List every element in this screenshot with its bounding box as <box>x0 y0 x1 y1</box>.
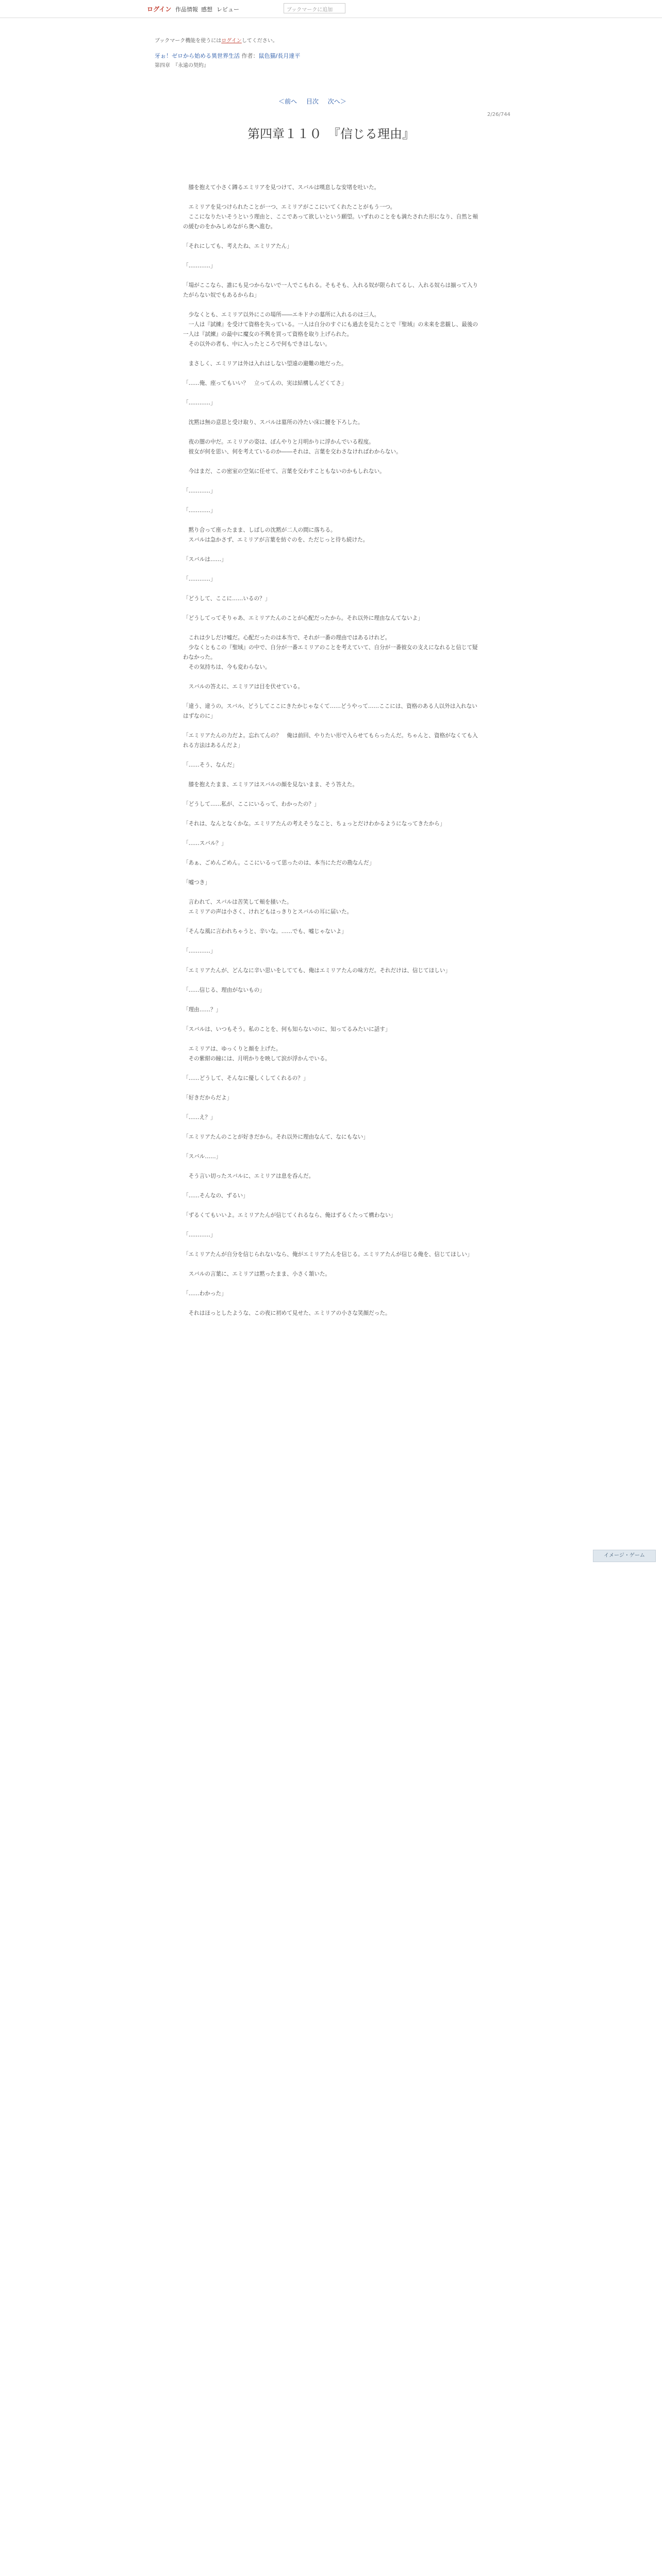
body-paragraph: 「エミリアたんのことが好きだから。それ以外に理由なんて、なにもない」 <box>183 1134 369 1140</box>
body-paragraph: 少なくとも、エミリア以外にこの場所――エキドナの墓所に入れるのは三人。 一人は『試練』を受けて資格を失っている。一人は自分のすぐにも過去を見たことで『聖域』の未来を悲観し、最後の一人は『試練』の最中に魔女の不興を買って資格を取り上げられた。 その以外の者も、中に入ったところで何もできはしない。 <box>183 312 478 347</box>
author-link[interactable]: 鼠色猫/長月達平 <box>258 53 301 59</box>
body-paragraph: 黙り合って座ったまま、しばしの沈黙が二人の間に落ちる。 スバルは急かさず、エミリアが言葉を紡ぐのを、ただじっと待ち続けた。 <box>188 527 369 543</box>
next-link[interactable]: 次へ＞ <box>327 98 346 105</box>
body-paragraph: 「それは、なんとなくかな。エミリアたんの考えそうなこと、ちょっとだけわかるようになってきたから」 <box>183 821 445 827</box>
body-paragraph: 「……俺、座ってもいい？ 立ってんの、実は結構しんどくてさ」 <box>183 380 347 386</box>
body-paragraph: これは少しだけ嘘だ。心配だったのは本当で、それが一番の理由ではあるけれど。 少なくともこの『聖域』の中で、自分が一番エミリアのことを考えていて、自分が一番彼女の支えになれると信じて疑わなかった。 その気持ちは、今も変わらない。 <box>183 635 478 670</box>
body-paragraph: 「理由……？」 <box>183 1007 222 1013</box>
body-paragraph: そう言い切ったスバルに、エミリアは息を呑んだ。 <box>183 1173 315 1179</box>
body-paragraph: 「……信じる、理由がないもの」 <box>183 987 265 993</box>
body-paragraph: 「エミリアたんの力だよ。忘れてんの？ 俺は前回、やりたい形で入らせてもらったんだ。ちゃんと、資格がなくても入れる方法はあるんだよ」 <box>183 733 478 749</box>
body-paragraph: 「……そう、なんだ」 <box>183 762 238 768</box>
login-notice-prefix: ブックマーク機能を使うには <box>155 38 222 44</box>
body-paragraph: 「そんな風に言われちゃうと、辛いな。……でも、嘘じゃないよ」 <box>183 928 347 935</box>
bookmark-input[interactable]: ブックマークに追加 <box>284 3 345 13</box>
body-paragraph: 「好きだからだよ」 <box>183 1095 233 1101</box>
body-paragraph: 「場がここなら、誰にも見つからないで一人でこもれる。そもそも、入れる奴が限られてるし、入れる奴らは揃って入りたがらない奴でもあるからね」 <box>183 282 478 298</box>
login-notice-suffix: してください。 <box>241 38 278 44</box>
body-paragraph: 「どうしてってそりゃあ、エミリアたんのことが心配だったから。それ以外に理由なんてないよ」 <box>183 615 423 621</box>
chapter-body <box>183 183 482 1328</box>
body-paragraph: 「…………」 <box>183 948 216 954</box>
body-paragraph: 「…………」 <box>183 400 216 406</box>
body-paragraph: 「あぁ、ごめんごめん。ここにいるって思ったのは、本当にただの勘なんだ」 <box>183 860 375 866</box>
chapter-title: 第四章１１０ 『信じる理由』 <box>247 127 415 141</box>
body-paragraph: 「どうして……私が、ここにいるって、わかったの？」 <box>183 801 320 807</box>
body-paragraph: 「スバル……」 <box>183 1154 222 1160</box>
body-paragraph: 言われて、スバルは苦笑して頬を掻いた。 エミリアの声は小さく、けれどもはっきりとスバルの耳に届いた。 <box>188 899 353 915</box>
body-paragraph: スバルの言葉に、エミリアは黙ったまま、小さく頷いた。 <box>183 1271 331 1277</box>
body-paragraph: 「どうして、ここに……いるの？」 <box>183 596 271 602</box>
body-paragraph: 「ずるくてもいいよ。エミリアたんが信じてくれるなら、俺はずるくたって構わない」 <box>183 1212 396 1218</box>
nav-reviews[interactable]: レビュー <box>217 6 239 13</box>
body-paragraph: 「それにしても、考えたね、エミリアたん」 <box>183 243 292 249</box>
login-notice-link[interactable]: ログイン <box>221 38 242 44</box>
prev-link[interactable]: ＜前へ <box>278 98 297 105</box>
body-paragraph: 「…………」 <box>183 488 216 494</box>
body-paragraph: 「スバルは……」 <box>183 556 227 563</box>
body-paragraph: 夜の闇の中だ。エミリアの姿は、ぼんやりと月明かりに浮かんでいる程度。 彼女が何を思い、何を考えているのか――それは、言葉を交わさなければわからない。 <box>188 439 402 455</box>
author-prefix: 作者： <box>241 53 259 59</box>
toc-link[interactable]: 目次 <box>306 98 319 105</box>
body-paragraph: 「……どうして、そんなに優しくしてくれるの？」 <box>183 1075 309 1081</box>
body-paragraph: エミリアを見つけられたことが一つ、エミリアがここにいてくれたことがもう一つ。 ここになりたいそうという理由と、ここであって欲しいという願望。いずれのことをも満たされた形になり、自然と頬の緩むのをかみしめながら奥へ進む。 <box>183 204 478 230</box>
nav-work-info[interactable]: 作品情報 <box>175 6 198 13</box>
nav-comments[interactable]: 感想 <box>201 6 212 13</box>
body-paragraph: 「エミリアたんが自分を信じられないなら、俺がエミリアたんを信じる。エミリアたんが信じる俺を、信じてほしい」 <box>183 1251 473 1258</box>
body-paragraph: 今はまだ、この密室の空気に任せて、言葉を交わすこともないのかもしれない。 <box>183 468 385 474</box>
pager <box>278 97 346 106</box>
chapter-section: 第四章 『永遠の契約』 <box>155 63 209 69</box>
body-paragraph: 「…………」 <box>183 576 216 582</box>
top-navigation-bar <box>0 0 662 18</box>
breadcrumb <box>155 52 300 60</box>
image-game-button[interactable]: イメージ・ゲーム <box>593 1550 656 1562</box>
body-paragraph: 「……そんなの、ずるい」 <box>183 1193 249 1199</box>
body-paragraph: 「……え？」 <box>183 1114 216 1121</box>
body-paragraph: まさしく、エミリアは外は入れはしない望遠の避難の地だった。 <box>183 361 347 367</box>
body-paragraph: 「嘘つき」 <box>183 879 210 886</box>
body-paragraph: 「エミリアたんが、どんなに辛い思いをしてても、俺はエミリアたんの味方だ。それだけは、信じてほしい」 <box>183 968 451 974</box>
body-paragraph: 「…………」 <box>183 263 216 269</box>
novel-title-link[interactable]: 牙ぉ！ゼロから始める異世界生活 <box>155 53 240 59</box>
body-paragraph: スバルの答えに、エミリアは目を伏せている。 <box>183 684 304 690</box>
page-count: 2/26/744 <box>487 112 510 117</box>
body-paragraph: 膝を抱えて小さく蹲るエミリアを見つけて、スバルは嘆息しな安堵を吐いた。 <box>183 184 380 191</box>
body-paragraph: エミリアは、ゆっくりと顔を上げた。 その紫紺の瞳には、月明かりを映して涙が浮かんでいる。 <box>188 1046 331 1062</box>
body-paragraph: 「スバルは、いつもそう。私のことを、何も知らないのに、知ってるみたいに話す」 <box>183 1026 391 1032</box>
body-paragraph: 「…………」 <box>183 1232 216 1238</box>
login-button[interactable]: ログイン <box>147 6 172 13</box>
body-paragraph: 膝を抱えたまま、エミリアはスバルの顔を見ないまま、そう答えた。 <box>183 782 358 788</box>
body-paragraph: 「……スバル？」 <box>183 840 227 846</box>
login-notice <box>155 36 278 44</box>
body-paragraph: それはほっとしたような、この夜に初めて見せた、エミリアの小さな笑顔だった。 <box>183 1310 391 1316</box>
body-paragraph: 「…………」 <box>183 507 216 514</box>
body-paragraph: 「……わかった」 <box>183 1291 227 1297</box>
body-paragraph: 沈黙は無の意思と受け取り、スバルは墓所の冷たい床に腰を下ろした。 <box>183 419 363 426</box>
body-paragraph: 「違う、違うの。スバル、どうしてここにきたかじゃなくて……どうやって……ここには、資格のある人以外は入れないはずなのに」 <box>183 703 477 719</box>
